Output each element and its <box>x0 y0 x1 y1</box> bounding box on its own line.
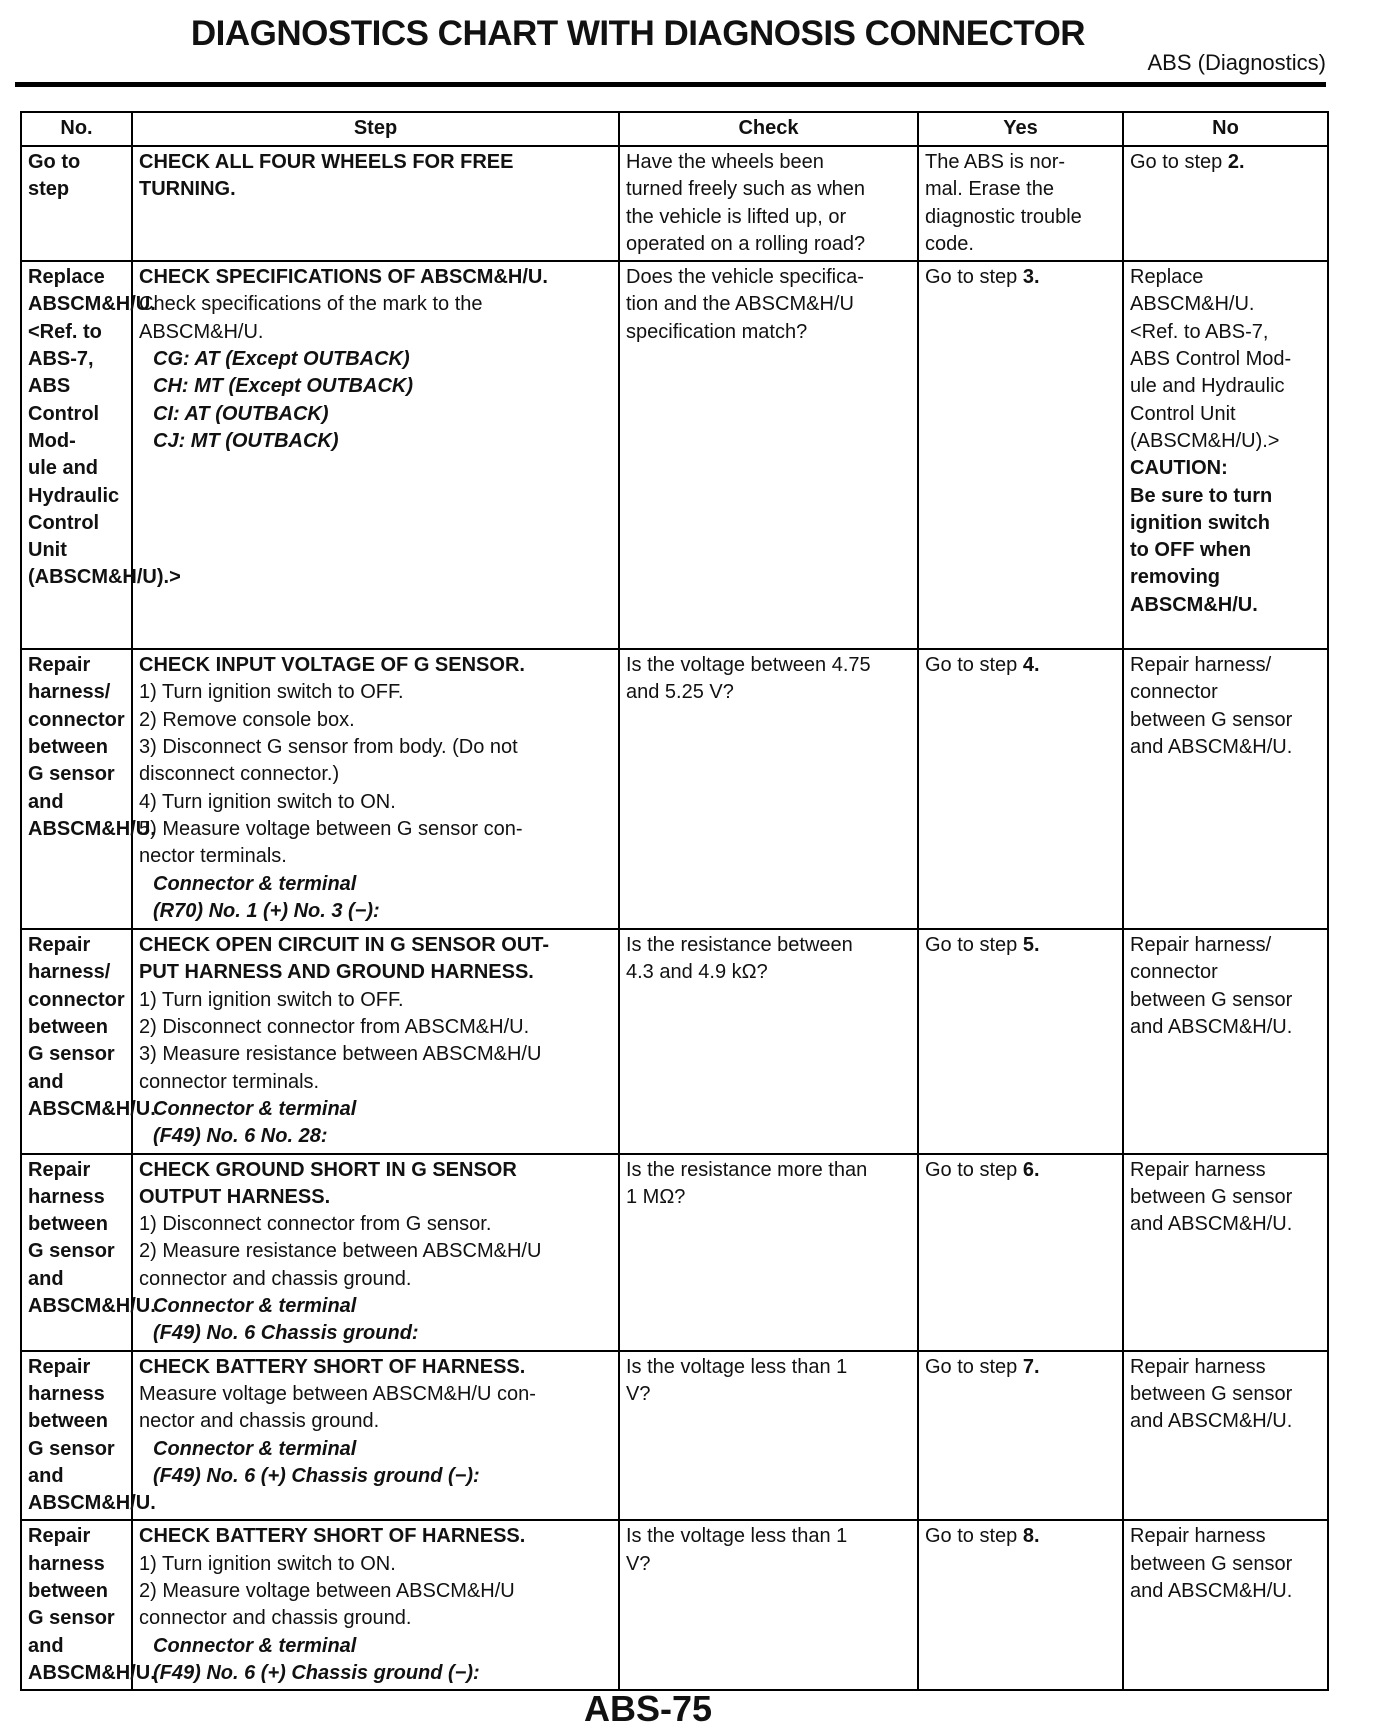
page-number-text: ABS-75 <box>583 1688 713 1729</box>
yes-step-number: 8. <box>1022 1525 1040 1548</box>
yes-text: Go to step <box>925 654 1023 677</box>
step-cell <box>132 261 619 649</box>
table-row <box>21 1520 1328 1690</box>
yes-cell <box>918 649 1123 929</box>
no-cell <box>1123 261 1328 649</box>
table-row <box>21 649 1328 929</box>
yes-cell <box>918 146 1123 261</box>
check-cell: Is the voltage less than 1 V? <box>619 1520 918 1690</box>
connector-terminal: Connector & terminal (F49) No. 6 (+) Chassis ground (−): <box>153 1634 480 1684</box>
yes-step-number: 5. <box>1022 934 1040 957</box>
yes-text: Go to step <box>925 266 1023 289</box>
no-cell <box>1123 1520 1328 1690</box>
table-row <box>21 261 1328 649</box>
step-cell <box>132 1520 619 1690</box>
no-cell <box>1123 146 1328 261</box>
table-row <box>21 1351 1328 1521</box>
connector-terminal: Connector & terminal (F49) No. 6 No. 28: <box>153 1097 357 1148</box>
step-title: CHECK ALL FOUR WHEELS FOR FREE TURNING. <box>139 151 514 201</box>
no-cell <box>1123 1154 1328 1351</box>
step-title: CHECK GROUND SHORT IN G SENSOR OUTPUT HARNESS. <box>139 1158 517 1208</box>
yes-text: Go to step <box>925 934 1023 957</box>
header-step: Step <box>132 112 619 146</box>
header-check: Check <box>619 112 918 146</box>
step-number: Repair harness between G sensor and ABSCM&H/U. <box>21 1154 132 1351</box>
header-no-result: No <box>1123 112 1328 146</box>
page-number <box>0 1688 1376 1730</box>
table-row <box>21 1154 1328 1351</box>
step-cell <box>132 929 619 1153</box>
yes-cell <box>918 929 1123 1153</box>
step-body: 1) Turn ignition switch to OFF. 2) Disconnect connector from ABSCM&H/U. 3) Measure resistance between ABSCM&H/U connector terminals. <box>139 988 542 1093</box>
step-title: CHECK BATTERY SHORT OF HARNESS. <box>139 1525 526 1548</box>
step-number: Go to step <box>21 146 132 261</box>
step-title: CHECK INPUT VOLTAGE OF G SENSOR. <box>139 654 525 677</box>
no-text: Repair harness between G sensor and ABSCM&H/U. <box>1130 1158 1293 1236</box>
caution-text: CAUTION: Be sure to turn ignition switch to OFF when removing ABSCM&H/U. <box>1130 457 1273 616</box>
yes-text: The ABS is nor- mal. Erase the diagnostic trouble code. <box>925 151 1082 255</box>
table-row <box>21 146 1328 261</box>
no-step-number: 2. <box>1227 151 1245 173</box>
title-text: DIAGNOSTICS CHART WITH DIAGNOSIS CONNECTOR <box>190 14 1086 53</box>
step-body: 1) Disconnect connector from G sensor. 2) Measure resistance between ABSCM&H/U connector and chassis ground. <box>139 1213 542 1290</box>
yes-cell <box>918 1154 1123 1351</box>
step-title: CHECK OPEN CIRCUIT IN G SENSOR OUT- PUT HARNESS AND GROUND HARNESS. <box>139 934 550 984</box>
step-cell <box>132 146 619 261</box>
check-cell: Does the vehicle specifica- tion and the ABSCM&H/U specification match? <box>619 261 918 649</box>
connector-terminal: Connector & terminal (F49) No. 6 Chassis ground: <box>153 1295 419 1345</box>
check-cell: Is the resistance more than 1 MΩ? <box>619 1154 918 1351</box>
yes-cell <box>918 1351 1123 1521</box>
step-body: Measure voltage between ABSCM&H/U con- nector and chassis ground. <box>139 1382 536 1433</box>
yes-text: Go to step <box>925 1525 1023 1548</box>
section-label: ABS (Diagnostics) <box>1147 50 1326 75</box>
no-text: Repair harness between G sensor and ABSCM&H/U. <box>1130 1355 1293 1433</box>
step-number: Repair harness/ connector between G sensor and ABSCM&H/U. <box>21 649 132 929</box>
header-rule <box>15 82 1326 87</box>
header-no: No. <box>21 112 132 146</box>
no-text: Go to step <box>1130 151 1228 173</box>
check-cell: Is the voltage between 4.75 and 5.25 V? <box>619 649 918 929</box>
diagnostics-table <box>20 111 1329 1691</box>
no-text: Repair harness between G sensor and ABSCM&H/U. <box>1130 1525 1293 1603</box>
page-title <box>0 14 1376 54</box>
yes-text: Go to step <box>925 1355 1023 1378</box>
yes-cell <box>918 1520 1123 1690</box>
check-cell: Have the wheels been turned freely such as when the vehicle is lifted up, or operated on a rolling road? <box>619 146 918 261</box>
no-text: Replace ABSCM&H/U. <Ref. to ABS-7, ABS Control Mod- ule and Hydraulic Control Unit (ABSCM&H/U).> <box>1130 266 1292 452</box>
step-number: Repair harness between G sensor and ABSCM&H/U. <box>21 1520 132 1690</box>
no-text: Repair harness/ connector between G sensor and ABSCM&H/U. <box>1130 934 1293 1039</box>
step-number: Repair harness/ connector between G sensor and ABSCM&H/U. <box>21 929 132 1153</box>
connector-terminal: Connector & terminal (R70) No. 1 (+) No. 3 (−): <box>153 872 380 922</box>
step-number: Replace ABSCM&H/U. <Ref. to ABS-7, ABS Control Mod- ule and Hydraulic Control Unit (ABSCM&H/U).> <box>21 261 132 649</box>
yes-text: Go to step <box>925 1158 1023 1181</box>
step-cell <box>132 1351 619 1521</box>
yes-step-number: 4. <box>1022 654 1040 677</box>
step-body: 1) Turn ignition switch to ON. 2) Measure voltage between ABSCM&H/U connector and chassis ground. <box>139 1552 515 1630</box>
table-row <box>21 929 1328 1153</box>
check-cell: Is the voltage less than 1 V? <box>619 1351 918 1521</box>
check-cell: Is the resistance between 4.3 and 4.9 kΩ? <box>619 929 918 1153</box>
step-cell <box>132 649 619 929</box>
step-body: Check specifications of the mark to the ABSCM&H/U. <box>139 293 483 343</box>
step-cell <box>132 1154 619 1351</box>
step-title: CHECK BATTERY SHORT OF HARNESS. <box>139 1355 526 1378</box>
no-cell <box>1123 649 1328 929</box>
no-cell <box>1123 1351 1328 1521</box>
no-cell <box>1123 929 1328 1153</box>
table-header <box>21 112 1328 146</box>
yes-step-number: 6. <box>1022 1158 1040 1181</box>
yes-cell <box>918 261 1123 649</box>
step-title: CHECK SPECIFICATIONS OF ABSCM&H/U. <box>139 266 548 289</box>
connector-terminal: CG: AT (Except OUTBACK) CH: MT (Except OUTBACK) CI: AT (OUTBACK) CJ: MT (OUTBACK) <box>153 348 413 452</box>
step-body: 1) Turn ignition switch to OFF. 2) Remove console box. 3) Disconnect G sensor from body. (Do not disconnect connector.) 4) Turn ignition switch to ON. 5) Measure voltage between G sensor con- nector terminals. <box>139 681 523 868</box>
yes-step-number: 3. <box>1022 266 1040 289</box>
header-yes: Yes <box>918 112 1123 146</box>
yes-step-number: 7. <box>1022 1355 1040 1378</box>
step-number: Repair harness between G sensor and ABSCM&H/U. <box>21 1351 132 1521</box>
no-text: Repair harness/ connector between G sensor and ABSCM&H/U. <box>1130 654 1293 759</box>
connector-terminal: Connector & terminal (F49) No. 6 (+) Chassis ground (−): <box>153 1437 480 1487</box>
